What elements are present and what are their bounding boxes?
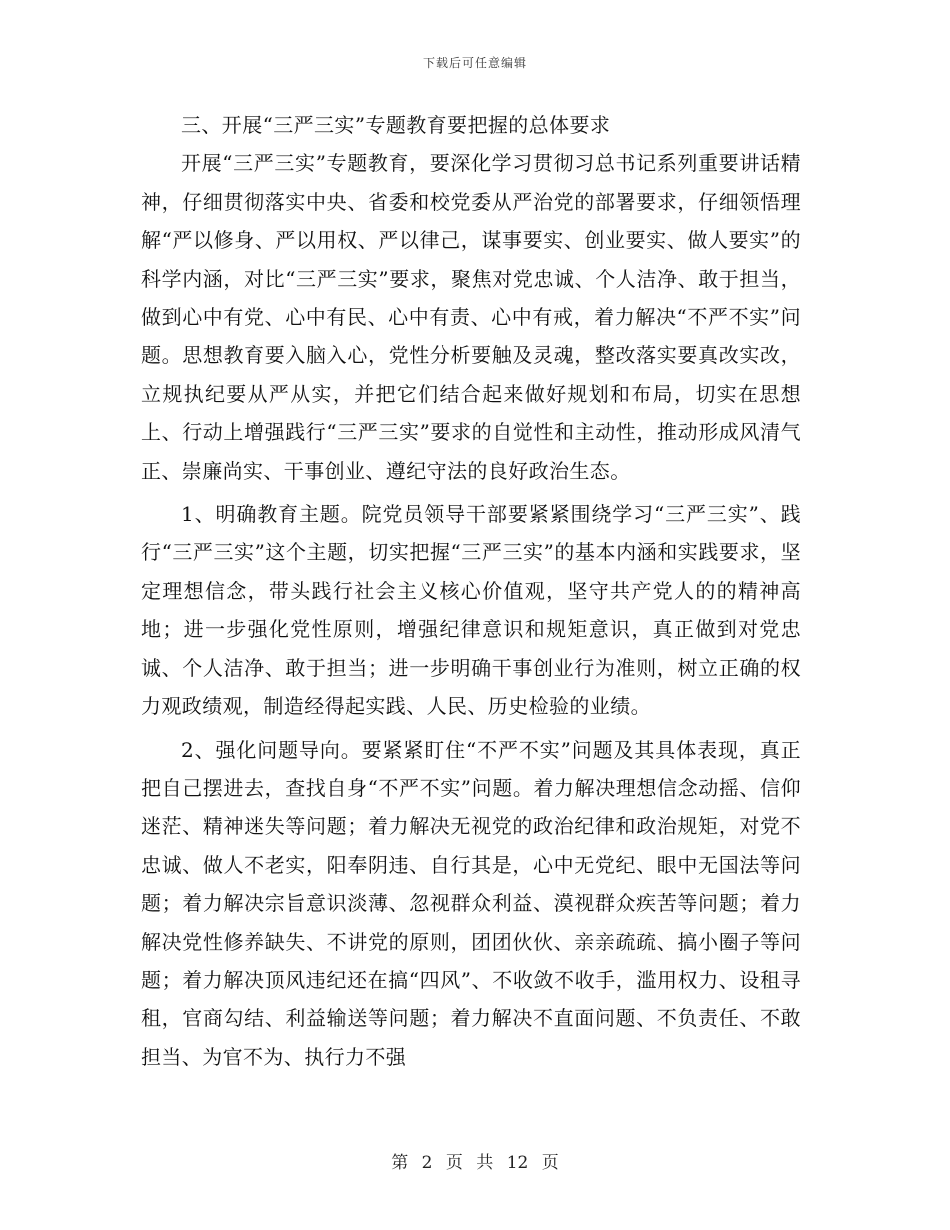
page-footer [0, 1148, 950, 1173]
footer-prefix: 第 [391, 1153, 409, 1173]
footer-total-pages: 12 [506, 1153, 529, 1173]
footer-suffix: 页 [541, 1153, 559, 1173]
section-heading: 三、开展“三严三实”专题教育要把握的总体要求 [181, 113, 611, 137]
footer-current-page: 2 [421, 1153, 433, 1173]
body-paragraph-1: 开展“三严三实”专题教育，要深化学习贯彻习总书记系列重要讲话精神，仔细贯彻落实中央、省委和校党委从严治党的部署要求，仔细领悟理解“严以修身、严以用权、严以律己，谋事要实、创业要实、做人要实”的科学内涵，对比“三严三实”要求，聚焦对党忠诚、个人洁净、敢于担当，做到心中有党、心中有民、心中有责、心中有戒，着力解决“不严不实”问题。思想教育要入脑入心，党性分析要触及灵魂，整改落实要真改实改，立规执纪要从严从实，并把它们结合起来做好规划和布局，切实在思想上、行动上增强践行“三严三实”要求的自觉性和主动性，推动形成风清气正、崇廉尚实、干事创业、遵纪守法的良好政治生态。 [141, 151, 801, 483]
body-paragraph-3: 2、强化问题导向。要紧紧盯住“不严不实”问题及其具体表现，真正把自己摆进去，查找自身“不严不实”问题。着力解决理想信念动摇、信仰迷茫、精神迷失等问题；着力解决无视党的政治纪律和政治规矩，对党不忠诚、做人不老实，阳奉阴违、自行其是，心中无党纪、眼中无国法等问题；着力解决宗旨意识淡薄、忽视群众利益、漠视群众疾苦等问题；着力解决党性修养缺失、不讲党的原则，团团伙伙、亲亲疏疏、搞小圈子等问题；着力解决顶风违纪还在搞“四风”、不收敛不收手，滥用权力、设租寻租，官商勾结、利益输送等问题；着力解决不直面问题、不负责任、不敢担当、为官不为、执行力不强 [141, 737, 801, 1069]
header-note: 下载后可任意编辑 [422, 56, 527, 70]
footer-page-word: 页 [445, 1153, 463, 1173]
footer-total-word: 共 [476, 1153, 494, 1173]
document-body [141, 106, 801, 1076]
body-paragraph-2: 1、明确教育主题。院党员领导干部要紧紧围绕学习“三严三实”、践行“三严三实”这个主题，切实把握“三严三实”的基本内涵和实践要求，坚定理想信念，带头践行社会主义核心价值观，坚守共产党人的的精神高地；进一步强化党性原则，增强纪律意识和规矩意识，真正做到对党忠诚、个人洁净、敢于担当；进一步明确干事创业行为准则，树立正确的权力观政绩观，制造经得起实践、人民、历史检验的业绩。 [141, 502, 801, 719]
